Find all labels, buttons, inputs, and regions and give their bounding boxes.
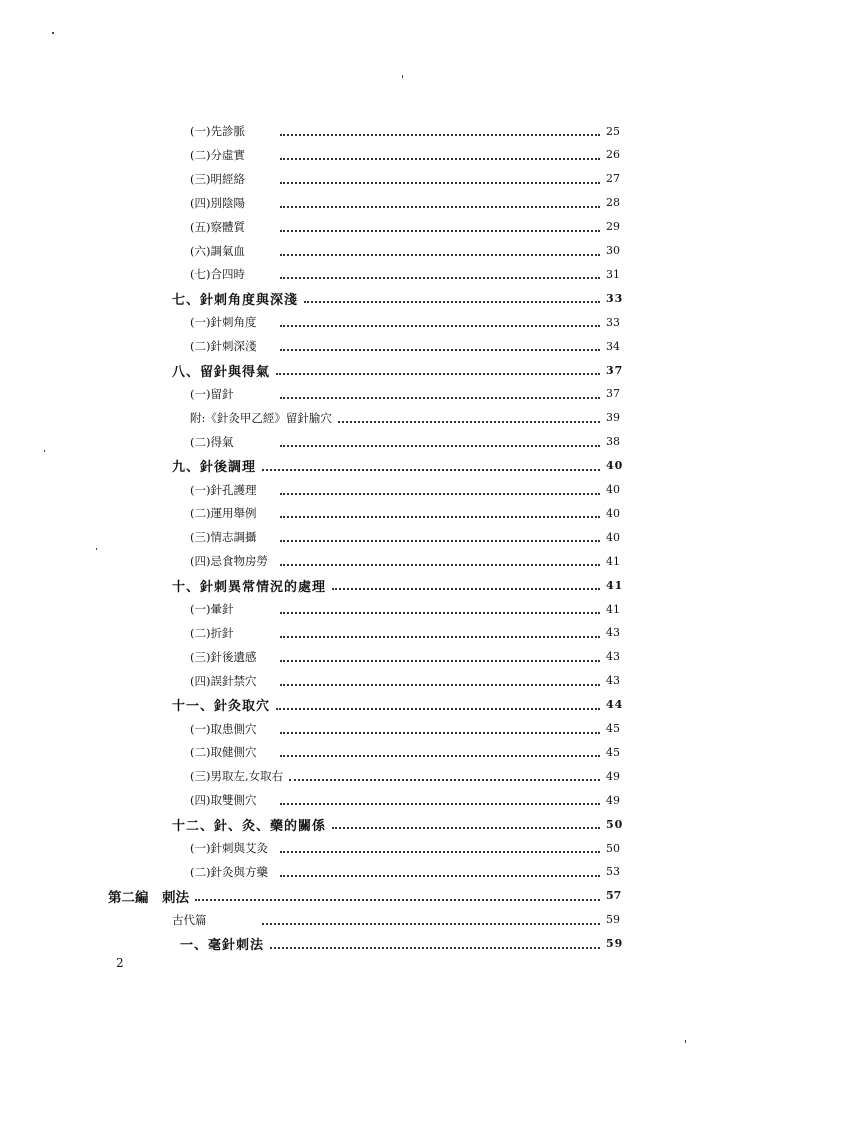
leader-dots (280, 610, 600, 614)
leader-dots (280, 156, 600, 160)
leader-dots (280, 801, 600, 805)
toc-entry-title: 八、留針與得氣 (172, 364, 271, 380)
toc-entry (0, 360, 626, 380)
leader-dots (332, 825, 600, 829)
toc-entry (0, 934, 626, 954)
leader-dots (280, 395, 600, 399)
toc-entry-title: (三)針後遺感 (190, 649, 257, 664)
leader-dots (280, 562, 600, 566)
leader-dots (280, 347, 600, 351)
leader-dots (280, 204, 600, 208)
leader-dots (280, 849, 600, 853)
toc-entry-title: (一)針刺與艾灸 (190, 841, 268, 855)
toc-entry-title: 十二、針、灸、藥的關係 (172, 818, 327, 834)
toc-entry-page: 43 (606, 650, 620, 664)
toc-entry-page: 34 (606, 339, 620, 353)
toc-entry-page: 41 (606, 602, 620, 616)
toc-entry-title: (四)取雙側穴 (190, 793, 257, 808)
toc-entry-page: 38 (606, 435, 620, 449)
leader-dots (280, 514, 600, 518)
leader-dots (280, 753, 600, 757)
toc-entry-title: 七、針刺角度與深淺 (172, 292, 299, 308)
toc-entry (0, 432, 626, 452)
toc-entry-page: 37 (606, 363, 624, 377)
toc-entry-page: 40 (606, 530, 620, 544)
toc-entry-title: 十一、針灸取穴 (172, 699, 271, 715)
toc-entry-title: (三)男取左,女取右 (190, 769, 284, 784)
toc-entry (0, 719, 626, 739)
leader-dots (276, 371, 600, 375)
toc-entry-title: 第二編 刺法 (108, 889, 189, 906)
toc-entry-page: 41 (606, 578, 624, 592)
toc-entry-title: (二)分虛實 (190, 147, 245, 162)
toc-entry-title: (四)忌食物房勞 (190, 554, 268, 569)
leader-dots (280, 873, 600, 877)
toc-entry-page: 43 (606, 626, 620, 640)
toc-entry-page: 45 (606, 722, 620, 735)
toc-entry-page: 59 (606, 913, 620, 927)
leader-dots (280, 730, 600, 734)
leader-dots (280, 491, 600, 495)
toc-entry-page: 44 (606, 698, 624, 712)
toc-entry (0, 121, 626, 141)
toc-entry-title: (一)暈針 (190, 602, 234, 616)
toc-entry-page: 50 (606, 817, 624, 831)
toc-entry (0, 264, 626, 284)
toc-entry-title: (四)別陰陽 (190, 195, 245, 210)
toc-entry (0, 838, 626, 858)
leader-dots (280, 443, 600, 447)
toc-entry-title: (四)誤針禁穴 (190, 673, 257, 688)
toc-entry (0, 623, 626, 643)
toc-entry (0, 766, 626, 786)
toc-entry (0, 671, 626, 691)
leader-dots (280, 132, 600, 136)
toc-entry-page: 28 (606, 196, 620, 210)
toc-entry-page: 49 (606, 793, 620, 807)
toc-entry-page: 33 (606, 291, 624, 305)
leader-dots (262, 921, 600, 925)
toc-entry (0, 503, 626, 523)
toc-entry-title: (五)察體質 (190, 219, 245, 234)
toc-entry-page: 33 (606, 315, 620, 329)
toc-entry (0, 312, 626, 332)
toc-entry-page: 45 (606, 745, 620, 759)
toc-entry-title: 一、毫針刺法 (180, 938, 265, 954)
toc-entry-title: (二)針灸與方藥 (190, 864, 268, 879)
toc-entry (0, 480, 626, 500)
toc-entry-title: (六)調氣血 (190, 243, 245, 258)
toc-entry (0, 814, 626, 834)
page-number: 2 (116, 956, 124, 970)
toc-entry (0, 742, 626, 762)
leader-dots (276, 706, 600, 710)
toc-entry (0, 336, 626, 356)
toc-entry (0, 551, 626, 571)
toc-entry-title: 附:《針灸甲乙經》留針腧穴 (190, 410, 332, 425)
leader-dots (280, 275, 600, 279)
toc-entry-title: 九、針後調理 (172, 460, 257, 476)
toc-entry-page: 40 (606, 506, 620, 520)
toc-entry (0, 527, 626, 547)
toc-entry-page: 29 (606, 220, 620, 234)
leader-dots (289, 777, 600, 781)
toc-entry-page: 31 (606, 267, 620, 281)
toc-entry-page: 37 (606, 387, 620, 401)
toc-entry (0, 862, 626, 882)
toc-entry-title: (一)針刺角度 (190, 315, 257, 330)
toc-entry-title: 十、針刺異常情況的處理 (172, 579, 327, 595)
toc-entry (0, 910, 626, 930)
toc-entry-page: 53 (606, 865, 620, 879)
toc-entry (0, 241, 626, 261)
leader-dots (280, 180, 600, 184)
leader-dots (332, 586, 600, 590)
toc-entry-page: 27 (606, 172, 620, 186)
toc-entry-page: 50 (606, 841, 620, 855)
toc-entry-title: (三)明經絡 (190, 171, 245, 186)
leader-dots (195, 897, 600, 901)
leader-dots (270, 945, 600, 949)
leader-dots (280, 323, 600, 327)
toc-entry (0, 169, 626, 189)
toc-entry-page: 57 (606, 889, 622, 903)
toc-entry-page: 25 (606, 124, 620, 138)
toc-entry (0, 886, 626, 906)
leader-dots (280, 252, 600, 256)
leader-dots (280, 682, 600, 686)
toc-entry-title: (二)針刺深淺 (190, 339, 257, 354)
toc-entry (0, 408, 626, 428)
toc-entry-page: 49 (606, 769, 620, 783)
leader-dots (262, 467, 600, 471)
toc-entry-title: (七)合四時 (190, 267, 245, 282)
toc-entry (0, 456, 626, 476)
toc-entry (0, 695, 626, 715)
toc-entry-title: (二)運用舉例 (190, 506, 257, 521)
toc-entry (0, 384, 626, 404)
toc-entry (0, 599, 626, 619)
toc-entry (0, 288, 626, 308)
leader-dots (280, 538, 600, 542)
toc-entry-title: 古代篇 (172, 912, 207, 927)
leader-dots (280, 658, 600, 662)
toc-entry-page: 30 (606, 244, 620, 257)
toc-entry-title: (一)針孔護理 (190, 482, 257, 497)
toc-entry-title: (一)先診脈 (190, 124, 245, 138)
leader-dots (280, 634, 600, 638)
toc-entry (0, 647, 626, 667)
toc-entry-page: 40 (606, 483, 620, 496)
toc-entry-title: (一)取患側穴 (190, 721, 257, 736)
toc-entry-page: 43 (606, 674, 620, 688)
leader-dots (338, 419, 600, 423)
toc-entry (0, 575, 626, 595)
toc-entry-page: 59 (606, 937, 624, 951)
toc-entry (0, 193, 626, 213)
toc-entry (0, 145, 626, 165)
toc-entry-page: 40 (606, 459, 624, 473)
toc-entry (0, 790, 626, 810)
toc-entry-page: 39 (606, 411, 620, 425)
toc-entry-title: (二)取健側穴 (190, 745, 257, 760)
toc-entry-title: (二)得氣 (190, 434, 234, 449)
toc-entry (0, 217, 626, 237)
toc-entry-title: (三)情志調攝 (190, 530, 257, 545)
leader-dots (280, 228, 600, 232)
toc-entry-page: 26 (606, 148, 620, 162)
toc-entry-title: (一)留針 (190, 386, 234, 401)
toc-entry-title: (二)折針 (190, 625, 234, 640)
leader-dots (304, 299, 600, 303)
toc-entry-page: 41 (606, 554, 620, 568)
